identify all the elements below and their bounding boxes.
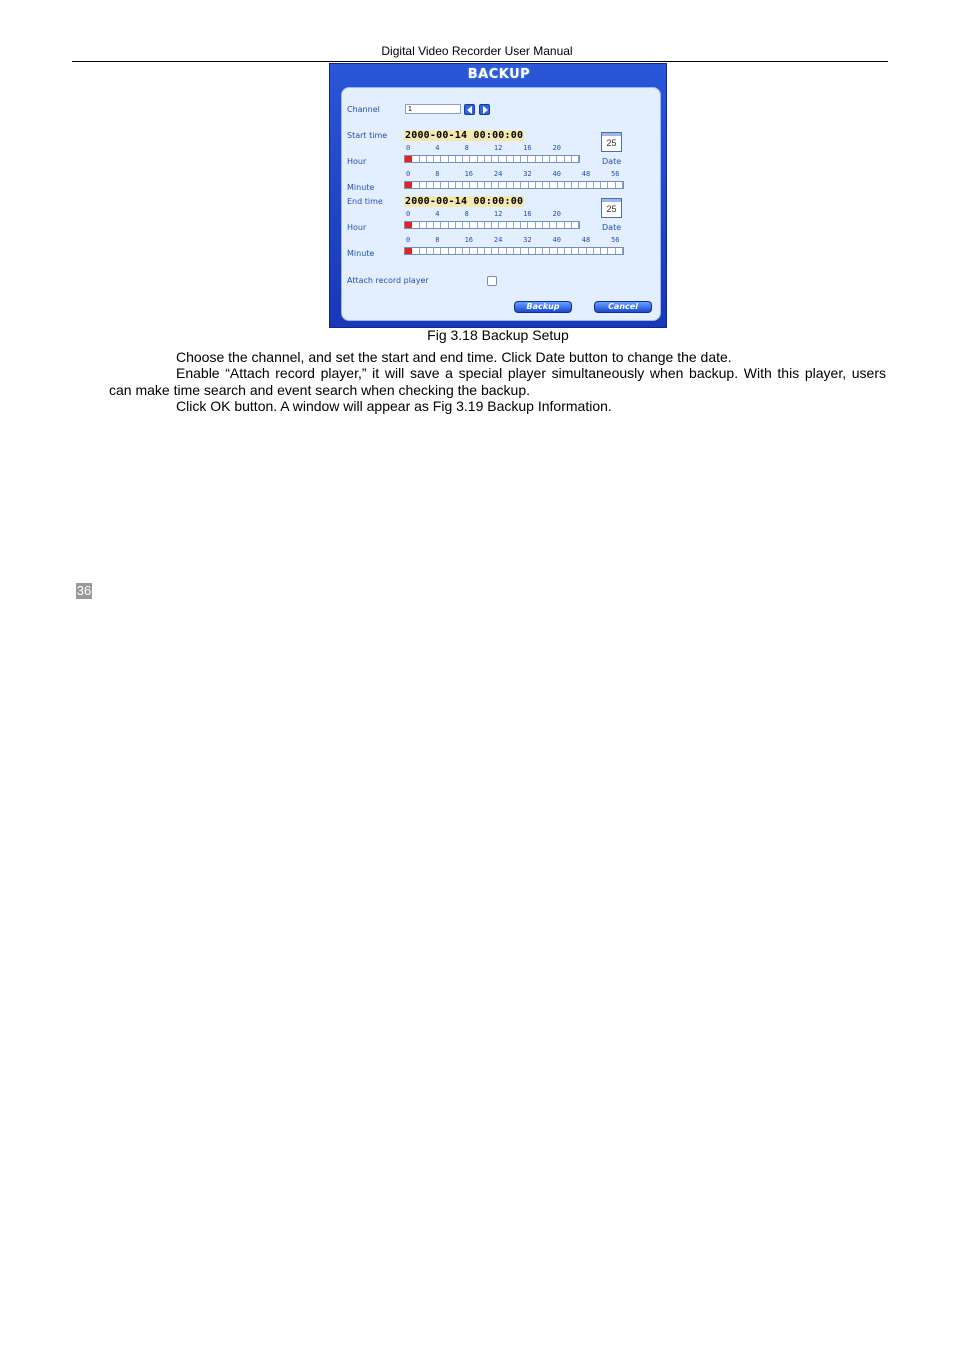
end-hour-segment[interactable]: [514, 222, 521, 228]
start-minute-segment[interactable]: [412, 182, 419, 188]
end-minute-segment[interactable]: [587, 248, 594, 254]
end-minute-tick: 40: [552, 236, 561, 244]
attach-record-player-checkbox[interactable]: [487, 276, 497, 286]
start-hour-tick: 8: [464, 144, 469, 152]
start-minute-tick: 16: [464, 170, 474, 178]
start-minute-segment[interactable]: [478, 182, 485, 188]
end-minute-segment[interactable]: [470, 248, 477, 254]
end-minute-segment[interactable]: [412, 248, 419, 254]
end-hour-tick: 20: [552, 210, 561, 218]
end-hour-segment[interactable]: [478, 222, 485, 228]
start-minute-bar[interactable]: [404, 181, 624, 189]
page-number: 36: [76, 583, 92, 598]
end-hour-tick: 0: [406, 210, 411, 218]
start-hour-segment[interactable]: [536, 156, 543, 162]
end-minute-segment[interactable]: [485, 248, 492, 254]
start-minute-segment[interactable]: [499, 182, 506, 188]
end-minute-segment[interactable]: [420, 248, 427, 254]
start-minute-segment[interactable]: [565, 182, 572, 188]
end-minute-segment[interactable]: [521, 248, 528, 254]
end-hour-segment[interactable]: [557, 222, 564, 228]
end-hour-segment[interactable]: [572, 222, 579, 228]
start-hour-bar[interactable]: [404, 155, 580, 163]
start-minute-segment[interactable]: [558, 182, 565, 188]
start-minute-segment[interactable]: [420, 182, 427, 188]
start-hour-segment[interactable]: [420, 156, 427, 162]
start-minute-segment[interactable]: [521, 182, 528, 188]
start-hour-segment[interactable]: [449, 156, 456, 162]
end-time-label: End time: [347, 197, 383, 206]
end-hour-segment[interactable]: [499, 222, 506, 228]
end-minute-segment[interactable]: [543, 248, 550, 254]
arrow-left-icon: [467, 106, 472, 114]
start-minute-tick: 32: [523, 170, 532, 178]
start-minute-segment[interactable]: [608, 182, 615, 188]
page-header: Digital Video Recorder User Manual: [381, 44, 573, 58]
dialog-title: BACKUP: [467, 67, 531, 82]
backup-panel: [341, 87, 661, 321]
end-hour-segment[interactable]: [420, 222, 427, 228]
end-minute-marker: [405, 248, 412, 254]
end-minute-ticks: [406, 236, 626, 245]
end-minute-segment[interactable]: [463, 248, 470, 254]
start-hour-segment[interactable]: [528, 156, 535, 162]
end-hour-segment[interactable]: [565, 222, 572, 228]
start-minute-segment[interactable]: [427, 182, 434, 188]
start-hour-segment[interactable]: [427, 156, 434, 162]
end-minute-segment[interactable]: [514, 248, 521, 254]
channel-input[interactable]: 1: [405, 104, 461, 114]
end-date-button[interactable]: 25: [601, 198, 622, 218]
start-hour-segment[interactable]: [470, 156, 477, 162]
end-hour-tick: 8: [464, 210, 469, 218]
end-hour-segment[interactable]: [427, 222, 434, 228]
end-minute-segment[interactable]: [456, 248, 463, 254]
end-minute-segment[interactable]: [499, 248, 506, 254]
end-minute-segment[interactable]: [478, 248, 485, 254]
start-hour-tick: 16: [523, 144, 532, 152]
end-minute-segment[interactable]: [529, 248, 536, 254]
end-hour-label: Hour: [347, 223, 367, 232]
channel-next-button[interactable]: [479, 104, 490, 115]
start-minute-segment[interactable]: [594, 182, 601, 188]
end-minute-tick: 48: [581, 236, 591, 244]
start-hour-segment[interactable]: [485, 156, 492, 162]
end-minute-tick: 56: [611, 236, 620, 244]
start-minute-segment[interactable]: [579, 182, 586, 188]
end-minute-segment[interactable]: [616, 248, 623, 254]
end-minute-segment[interactable]: [608, 248, 615, 254]
end-minute-segment[interactable]: [507, 248, 514, 254]
end-hour-segment[interactable]: [470, 222, 477, 228]
start-hour-segment[interactable]: [543, 156, 550, 162]
start-hour-segment[interactable]: [572, 156, 579, 162]
end-hour-segment[interactable]: [543, 222, 550, 228]
end-hour-segment[interactable]: [456, 222, 463, 228]
end-hour-segment[interactable]: [550, 222, 557, 228]
start-hour-segment[interactable]: [456, 156, 463, 162]
end-hour-segment[interactable]: [463, 222, 470, 228]
end-minute-segment[interactable]: [492, 248, 499, 254]
arrow-right-icon: [483, 106, 488, 114]
backup-dialog: [329, 63, 667, 328]
start-minute-segment[interactable]: [449, 182, 456, 188]
start-hour-segment[interactable]: [412, 156, 419, 162]
end-hour-segment[interactable]: [434, 222, 441, 228]
end-minute-segment[interactable]: [601, 248, 608, 254]
start-minute-segment[interactable]: [441, 182, 448, 188]
end-minute-segment[interactable]: [550, 248, 557, 254]
start-hour-segment[interactable]: [434, 156, 441, 162]
start-hour-tick: 20: [552, 144, 561, 152]
end-minute-tick: 8: [435, 236, 440, 244]
start-minute-tick: 40: [552, 170, 561, 178]
start-minute-segment[interactable]: [529, 182, 536, 188]
cancel-button[interactable]: Cancel: [594, 301, 652, 313]
end-minute-segment[interactable]: [449, 248, 456, 254]
end-minute-segment[interactable]: [558, 248, 565, 254]
end-hour-segment[interactable]: [449, 222, 456, 228]
end-minute-tick: 24: [493, 236, 503, 244]
start-minute-segment[interactable]: [470, 182, 477, 188]
start-hour-segment[interactable]: [557, 156, 564, 162]
start-hour-segment[interactable]: [463, 156, 470, 162]
start-minute-tick: 24: [493, 170, 503, 178]
start-hour-segment[interactable]: [499, 156, 506, 162]
end-hour-ticks: [406, 210, 586, 219]
start-minute-marker: [405, 182, 412, 188]
backup-button[interactable]: Backup: [514, 301, 572, 313]
start-minute-segment[interactable]: [463, 182, 470, 188]
start-minute-segment[interactable]: [456, 182, 463, 188]
channel-prev-button[interactable]: [464, 104, 475, 115]
figure-caption: Fig 3.18 Backup Setup: [427, 327, 569, 343]
end-minute-bar[interactable]: [404, 247, 624, 255]
start-hour-segment[interactable]: [478, 156, 485, 162]
start-date-label: Date: [602, 157, 622, 166]
end-minute-segment[interactable]: [572, 248, 579, 254]
start-date-button[interactable]: 25: [601, 132, 622, 152]
paragraph-2-line-1: Enable “Attach record player,” it will save a special player simultaneously when backup. With this player, users: [176, 365, 886, 381]
start-minute-segment[interactable]: [485, 182, 492, 188]
start-minute-segment[interactable]: [536, 182, 543, 188]
start-hour-tick: 0: [406, 144, 411, 152]
start-hour-label: Hour: [347, 157, 367, 166]
start-hour-ticks: [406, 144, 586, 153]
end-minute-segment[interactable]: [579, 248, 586, 254]
end-hour-tick: 4: [435, 210, 440, 218]
end-minute-tick: 32: [523, 236, 532, 244]
end-minute-label: Minute: [347, 249, 375, 258]
start-minute-segment[interactable]: [550, 182, 557, 188]
end-minute-segment[interactable]: [427, 248, 434, 254]
paragraph-1: Choose the channel, and set the start and end time. Click Date button to change the date.: [176, 349, 732, 365]
start-time-label: Start time: [347, 131, 388, 140]
paragraph-2-line-2: can make time search and event search when checking the backup.: [109, 382, 531, 398]
start-minute-tick: 0: [406, 170, 411, 178]
end-hour-bar[interactable]: [404, 221, 580, 229]
paragraph-3: Click OK button. A window will appear as Fig 3.19 Backup Information.: [176, 398, 612, 414]
start-minute-label: Minute: [347, 183, 375, 192]
attach-record-player-label: Attach record player: [347, 276, 429, 285]
start-time-field[interactable]: 2000-00-14 00:00:00: [405, 130, 524, 141]
end-minute-segment[interactable]: [594, 248, 601, 254]
end-hour-segment[interactable]: [412, 222, 419, 228]
end-minute-tick: 16: [464, 236, 474, 244]
start-minute-tick: 8: [435, 170, 440, 178]
start-minute-tick: 48: [581, 170, 591, 178]
start-hour-marker: [405, 156, 412, 162]
start-hour-segment[interactable]: [550, 156, 557, 162]
end-minute-segment[interactable]: [441, 248, 448, 254]
end-hour-marker: [405, 222, 412, 228]
start-hour-segment[interactable]: [521, 156, 528, 162]
start-hour-segment[interactable]: [514, 156, 521, 162]
channel-label: Channel: [347, 105, 380, 114]
end-hour-segment[interactable]: [485, 222, 492, 228]
end-hour-segment[interactable]: [528, 222, 535, 228]
end-hour-segment[interactable]: [521, 222, 528, 228]
start-minute-segment[interactable]: [616, 182, 623, 188]
start-minute-segment[interactable]: [601, 182, 608, 188]
start-hour-tick: 4: [435, 144, 440, 152]
start-minute-segment[interactable]: [543, 182, 550, 188]
end-hour-tick: 12: [493, 210, 503, 218]
header-rule: [72, 61, 888, 62]
end-hour-segment[interactable]: [441, 222, 448, 228]
start-hour-segment[interactable]: [565, 156, 572, 162]
end-minute-tick: 0: [406, 236, 411, 244]
start-hour-tick: 12: [493, 144, 503, 152]
start-hour-segment[interactable]: [441, 156, 448, 162]
end-minute-segment[interactable]: [565, 248, 572, 254]
start-hour-segment[interactable]: [507, 156, 514, 162]
end-date-label: Date: [602, 223, 622, 232]
start-minute-segment[interactable]: [507, 182, 514, 188]
end-time-field[interactable]: 2000-00-14 00:00:00: [405, 196, 524, 207]
start-minute-segment[interactable]: [492, 182, 499, 188]
end-hour-tick: 16: [523, 210, 532, 218]
start-minute-segment[interactable]: [434, 182, 441, 188]
end-hour-segment[interactable]: [492, 222, 499, 228]
start-hour-segment[interactable]: [492, 156, 499, 162]
end-hour-segment[interactable]: [507, 222, 514, 228]
end-hour-segment[interactable]: [536, 222, 543, 228]
end-minute-segment[interactable]: [434, 248, 441, 254]
start-minute-segment[interactable]: [587, 182, 594, 188]
start-minute-tick: 56: [611, 170, 620, 178]
start-minute-ticks: [406, 170, 626, 179]
end-minute-segment[interactable]: [536, 248, 543, 254]
start-minute-segment[interactable]: [514, 182, 521, 188]
start-minute-segment[interactable]: [572, 182, 579, 188]
